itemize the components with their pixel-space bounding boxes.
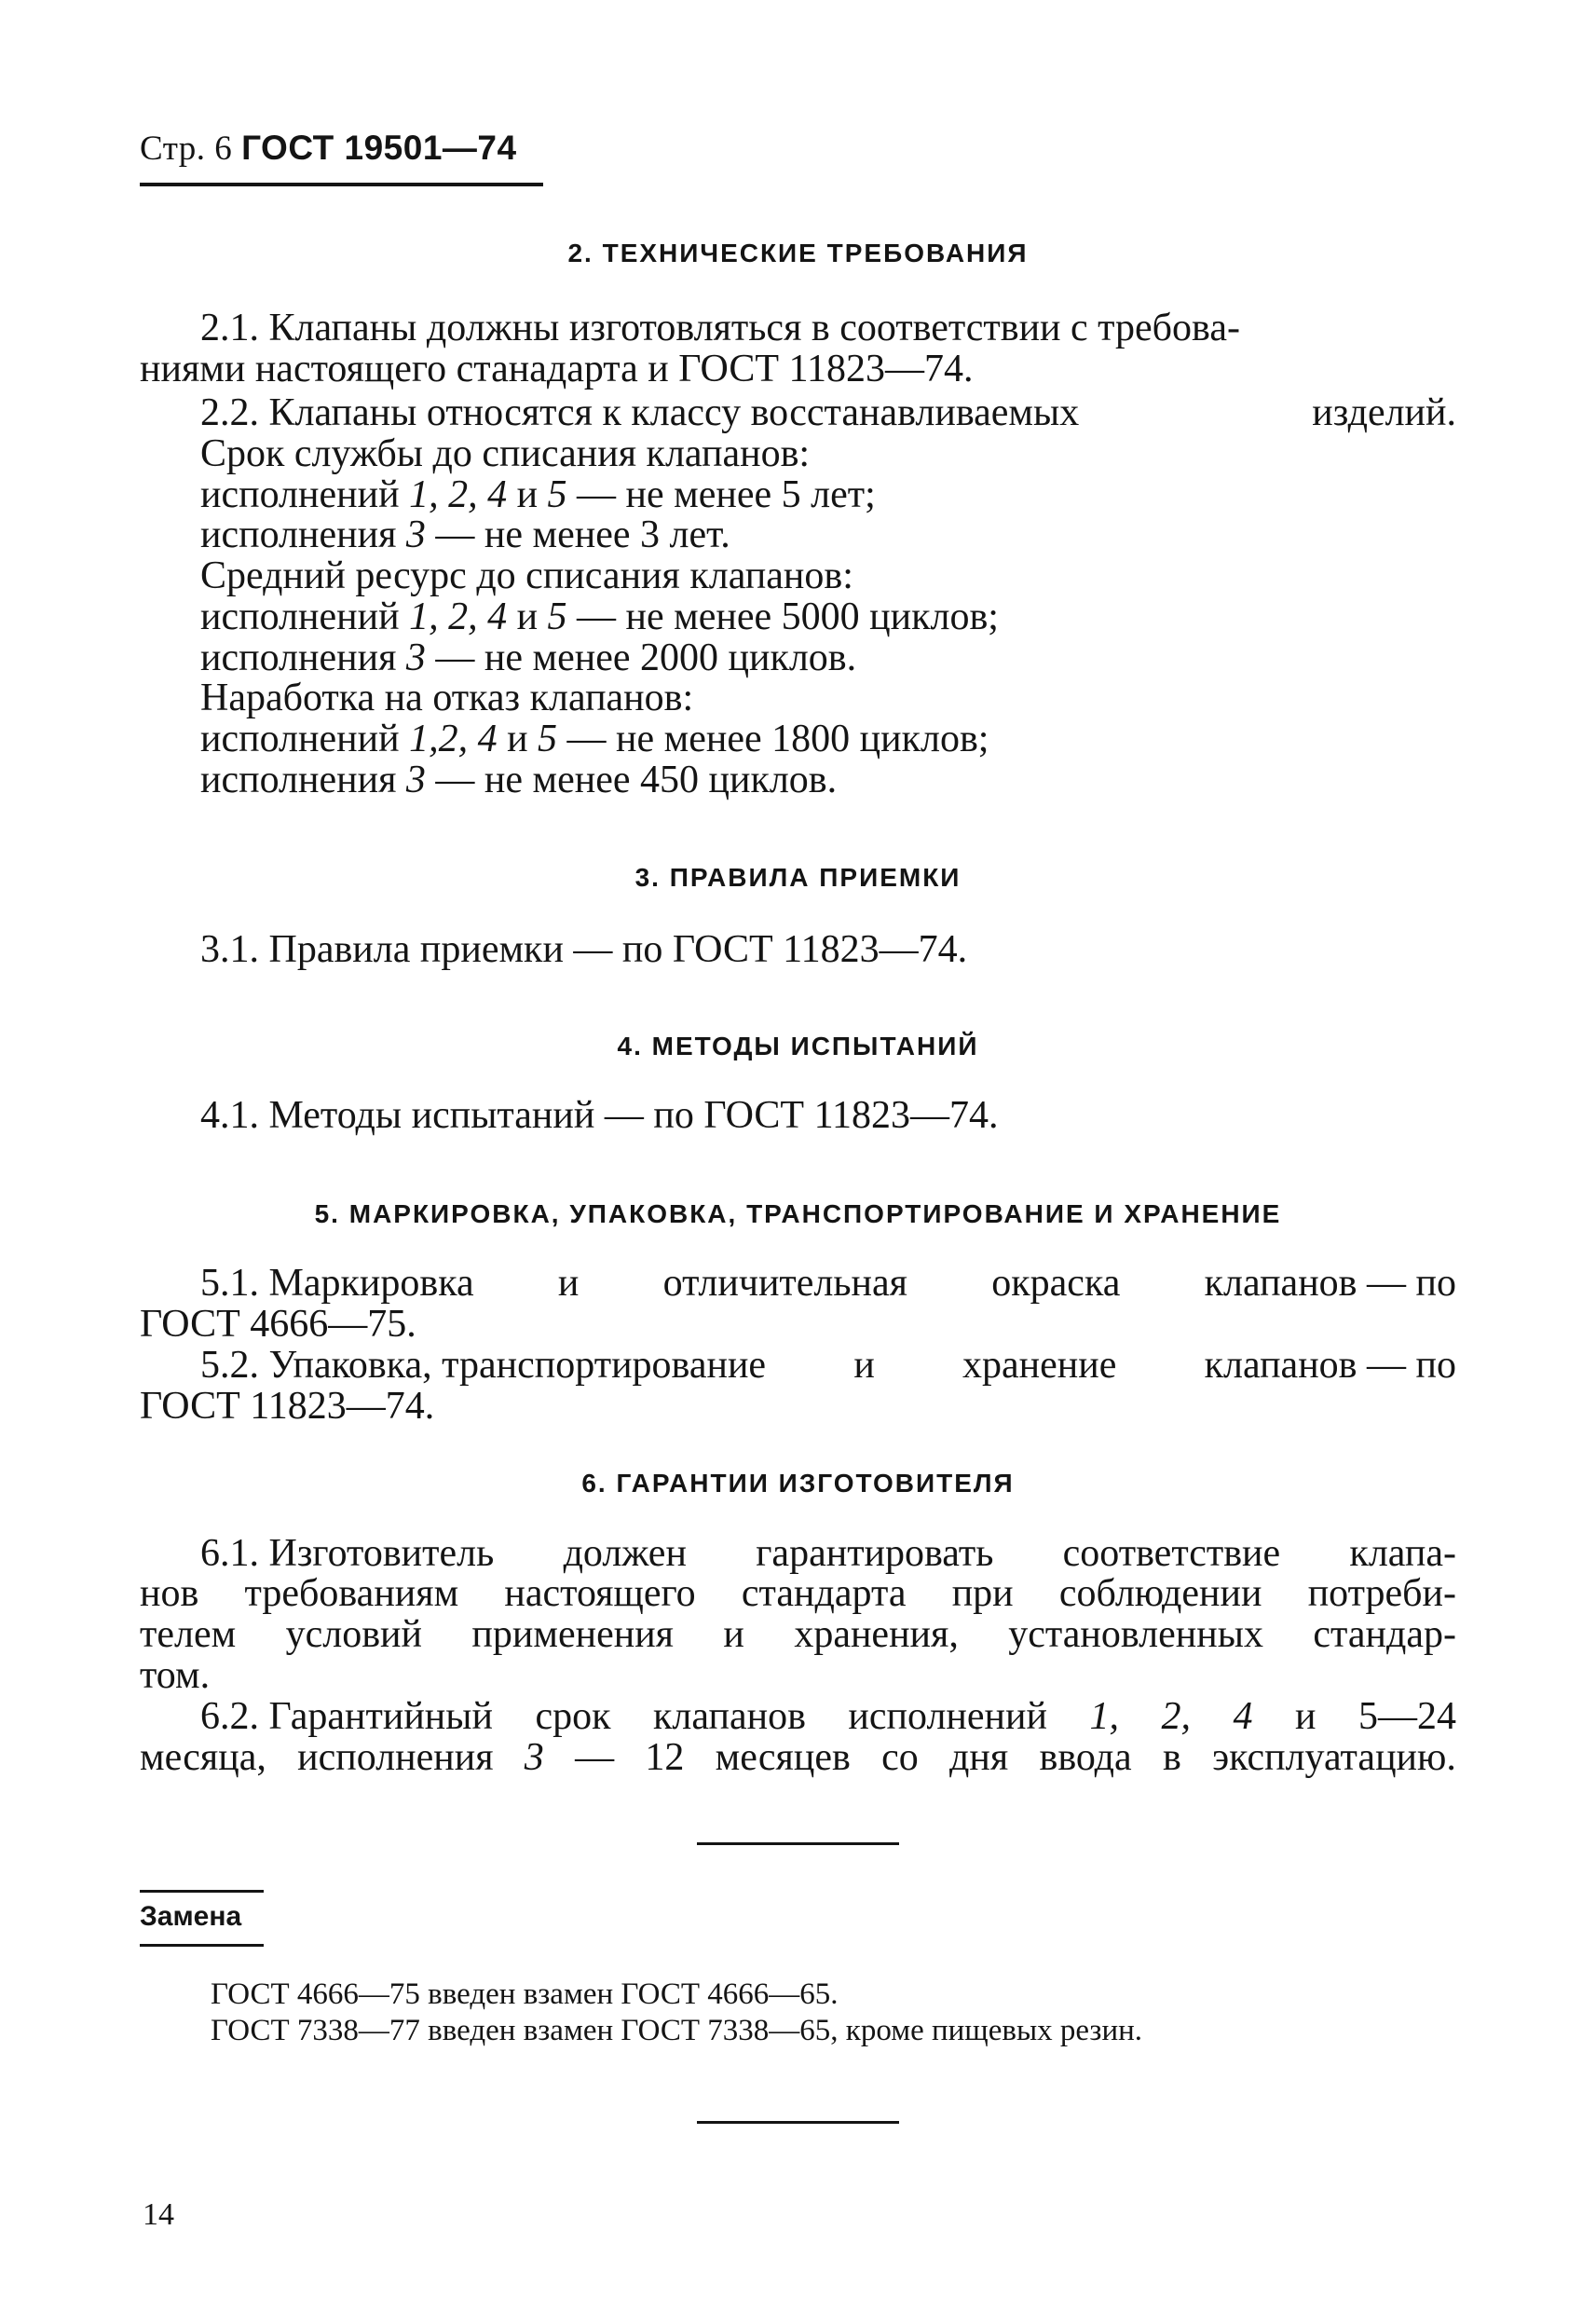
para-4-1: 4.1. Методы испытаний — по ГОСТ 11823—74. <box>200 1094 999 1137</box>
page-ref: Стр. 6 <box>140 130 233 168</box>
para-6-1-line-2: нов требованиям настоящего стандарта при соблюдении потреби- <box>140 1572 1456 1615</box>
section-heading-2: 2. ТЕХНИЧЕСКИЕ ТРЕБОВАНИЯ <box>567 239 1029 267</box>
section-heading-5: 5. МАРКИРОВКА, УПАКОВКА, ТРАНСПОРТИРОВАНИЕ И ХРАНЕНИЕ <box>314 1199 1282 1228</box>
para-5-1-line-2: ГОСТ 4666—75. <box>140 1303 416 1346</box>
running-header <box>140 129 517 169</box>
para-6-1-line-1: 6.1. Изготовитель должен гарантировать соответствие клапа- <box>200 1532 1456 1575</box>
para-6-1-line-3: телем условий применения и хранения, установленных стандар- <box>140 1613 1456 1656</box>
para-6-2-line-2: месяца, исполнения 3 — 12 месяцев со дня ввода в эксплуатацию. <box>140 1736 1456 1779</box>
para-5-2-line-2: ГОСТ 11823—74. <box>140 1385 435 1428</box>
para-5-1-line-1: 5.1. Маркировка и отличительная окраска клапанов — по <box>200 1262 1456 1305</box>
section-heading-6: 6. ГАРАНТИИ ИЗГОТОВИТЕЛЯ <box>581 1469 1015 1498</box>
standard-number: ГОСТ 19501—74 <box>241 129 517 167</box>
separator-rule <box>697 1842 899 1845</box>
list-line: исполнения 3 — не менее 450 циклов. <box>200 759 838 801</box>
list-line: Срок службы до списания клапанов: <box>200 432 811 475</box>
footnote-line: ГОСТ 7338—77 введен взамен ГОСТ 7338—65, кроме пищевых резин. <box>211 2014 1143 2047</box>
list-line: исполнения 3 — не менее 2000 циклов. <box>200 636 857 679</box>
list-line: исполнений 1,2, 4 и 5 — не менее 1800 циклов; <box>200 718 989 760</box>
footnote-rule-top <box>140 1890 264 1893</box>
footnote-rule-bottom <box>140 1944 264 1947</box>
para-5-2-line-1: 5.2. Упаковка, транспортирование и хранение клапанов — по <box>200 1344 1456 1387</box>
list-line: исполнения 3 — не менее 3 лет. <box>200 513 730 556</box>
para-2-2-line-1: 2.2. Клапаны относятся к классу восстанавливаемых изделий. <box>200 391 1456 434</box>
para-6-1-line-4: том. <box>140 1654 211 1697</box>
header-rule <box>140 183 543 186</box>
para-3-1: 3.1. Правила приемки — по ГОСТ 11823—74. <box>200 928 968 971</box>
list-line: Средний ресурс до списания клапанов: <box>200 554 853 597</box>
section-heading-4: 4. МЕТОДЫ ИСПЫТАНИЙ <box>617 1032 979 1060</box>
page-number: 14 <box>143 2197 174 2232</box>
list-line: Наработка на отказ клапанов: <box>200 677 694 719</box>
footnote-title: Замена <box>140 1901 242 1932</box>
para-2-1-line-2: ниями настоящего станадарта и ГОСТ 11823—74. <box>140 348 974 390</box>
section-heading-3: 3. ПРАВИЛА ПРИЕМКИ <box>634 863 962 892</box>
separator-rule <box>697 2121 899 2124</box>
list-line: исполнений 1, 2, 4 и 5 — не менее 5000 циклов; <box>200 595 999 638</box>
list-line: исполнений 1, 2, 4 и 5 — не менее 5 лет; <box>200 473 876 516</box>
para-6-2-line-1: 6.2. Гарантийный срок клапанов исполнений 1, 2, 4 и 5—24 <box>200 1695 1456 1738</box>
footnote-line: ГОСТ 4666—75 введен взамен ГОСТ 4666—65. <box>211 1977 839 2011</box>
para-2-1-line-1: 2.1. Клапаны должны изготовляться в соответствии с требова- <box>200 307 1240 349</box>
